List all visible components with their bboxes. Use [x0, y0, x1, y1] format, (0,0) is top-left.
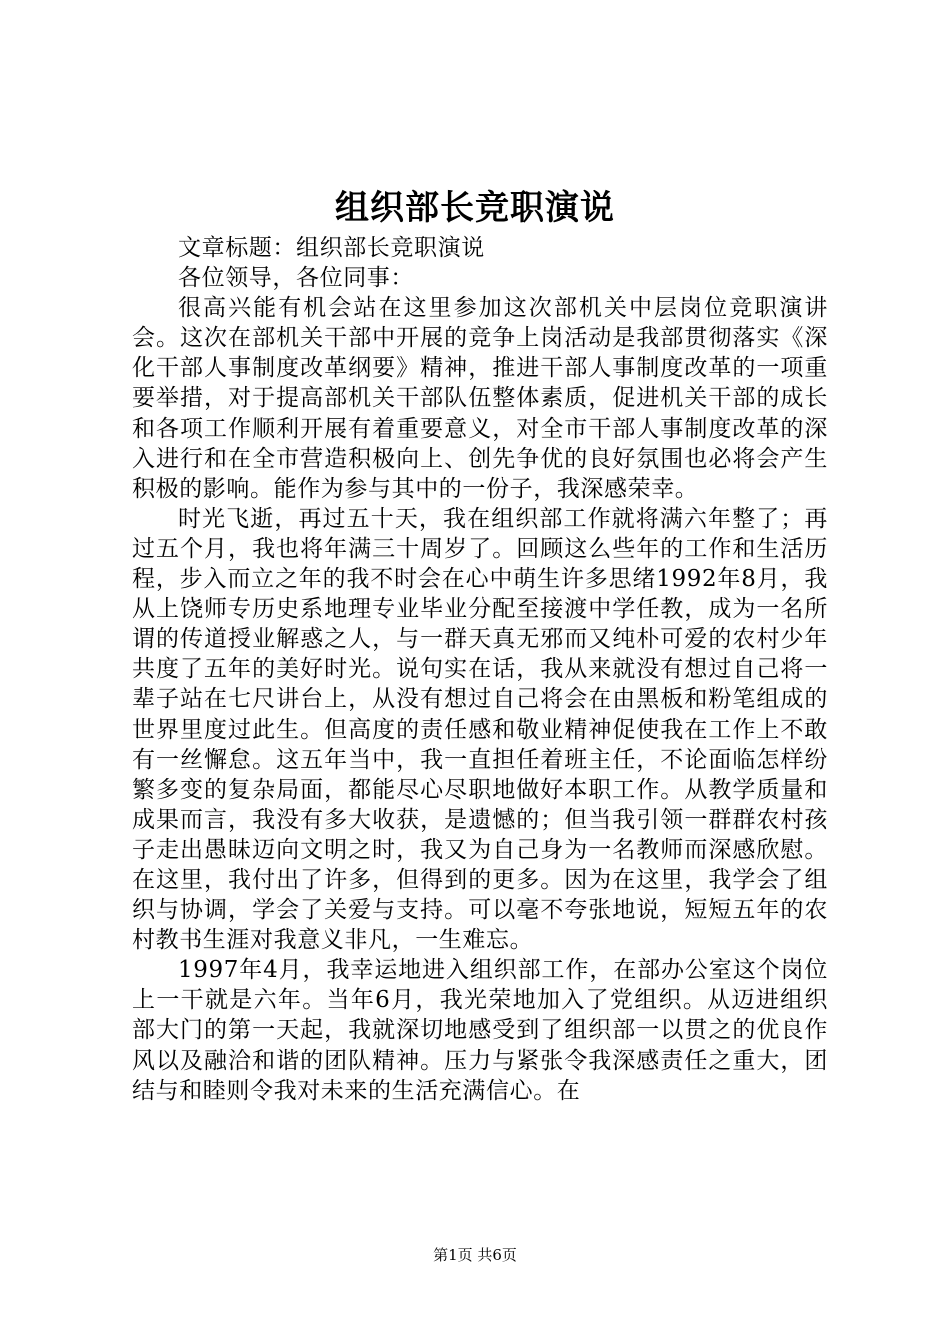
paragraph-teaching: 时光飞逝，再过五十天，我在组织部工作就将满六年整了；再过五个月，我也将年满三十周岁了。回顾这么些年的工作和生活历程，步入而立之年的我不时会在心中萌生许多思绪1992年8月，我从上饶师专历史系地理专业毕业分配至接渡中学任教，成为一名所谓的传道授业解惑之人，与一群天真无邪而又纯朴可爱的农村少年共度了五年的美好时光。说句实在话，我从来就没有想过自己将一辈子站在七尺讲台上，从没有想过自己将会在由黑板和粉笔组成的世界里度过此生。但高度的责任感和敬业精神促使我在工作上不敢有一丝懈怠。这五年当中，我一直担任着班主任，不论面临怎样纷繁多变的复杂局面，都能尽心尽职地做好本职工作。从教学质量和成果而言，我没有多大收获，是遗憾的；但当我引领一群群农村孩子走出愚昧迈向文明之时，我又为自己身为一名教师而深感欣慰。在这里，我付出了许多，但得到的更多。因为在这里，我学会了组织与协调，学会了关爱与支持。可以毫不夸张地说，短短五年的农村教书生涯对我意义非凡，一生难忘。: [132, 505, 828, 954]
paragraph-organization-dept: 1997年4月，我幸运地进入组织部工作，在部办公室这个岗位上一干就是六年。当年6月，我光荣地加入了党组织。从迈进组织部大门的第一天起，我就深切地感受到了组织部一以贯之的优良作风以及融洽和谐的团队精神。压力与紧张令我深感责任之重大，团结与和睦则令我对未来的生活充满信心。在: [132, 957, 828, 1104]
article-title-line: 文章标题：组织部长竞职演说: [178, 235, 485, 261]
paragraph-intro: 很高兴能有机会站在这里参加这次部机关中层岗位竞职演讲会。这次在部机关干部中开展的竞争上岗活动是我部贯彻落实《深化干部人事制度改革纲要》精神，推进干部人事制度改革的一项重要举措，对于提高部机关干部队伍整体素质，促进机关干部的成长和各项工作顺利开展有着重要意义，对全市干部人事制度改革的深入进行和在全市营造积极向上、创先争优的良好氛围也必将会产生积极的影响。能作为参与其中的一份子，我深感荣幸。: [132, 295, 828, 502]
document-title: 组织部长竞职演说: [335, 188, 615, 228]
salutation: 各位领导，各位同事：: [178, 265, 414, 292]
document-body: [132, 233, 828, 1106]
page-number: 第1页 共6页: [433, 1246, 517, 1264]
